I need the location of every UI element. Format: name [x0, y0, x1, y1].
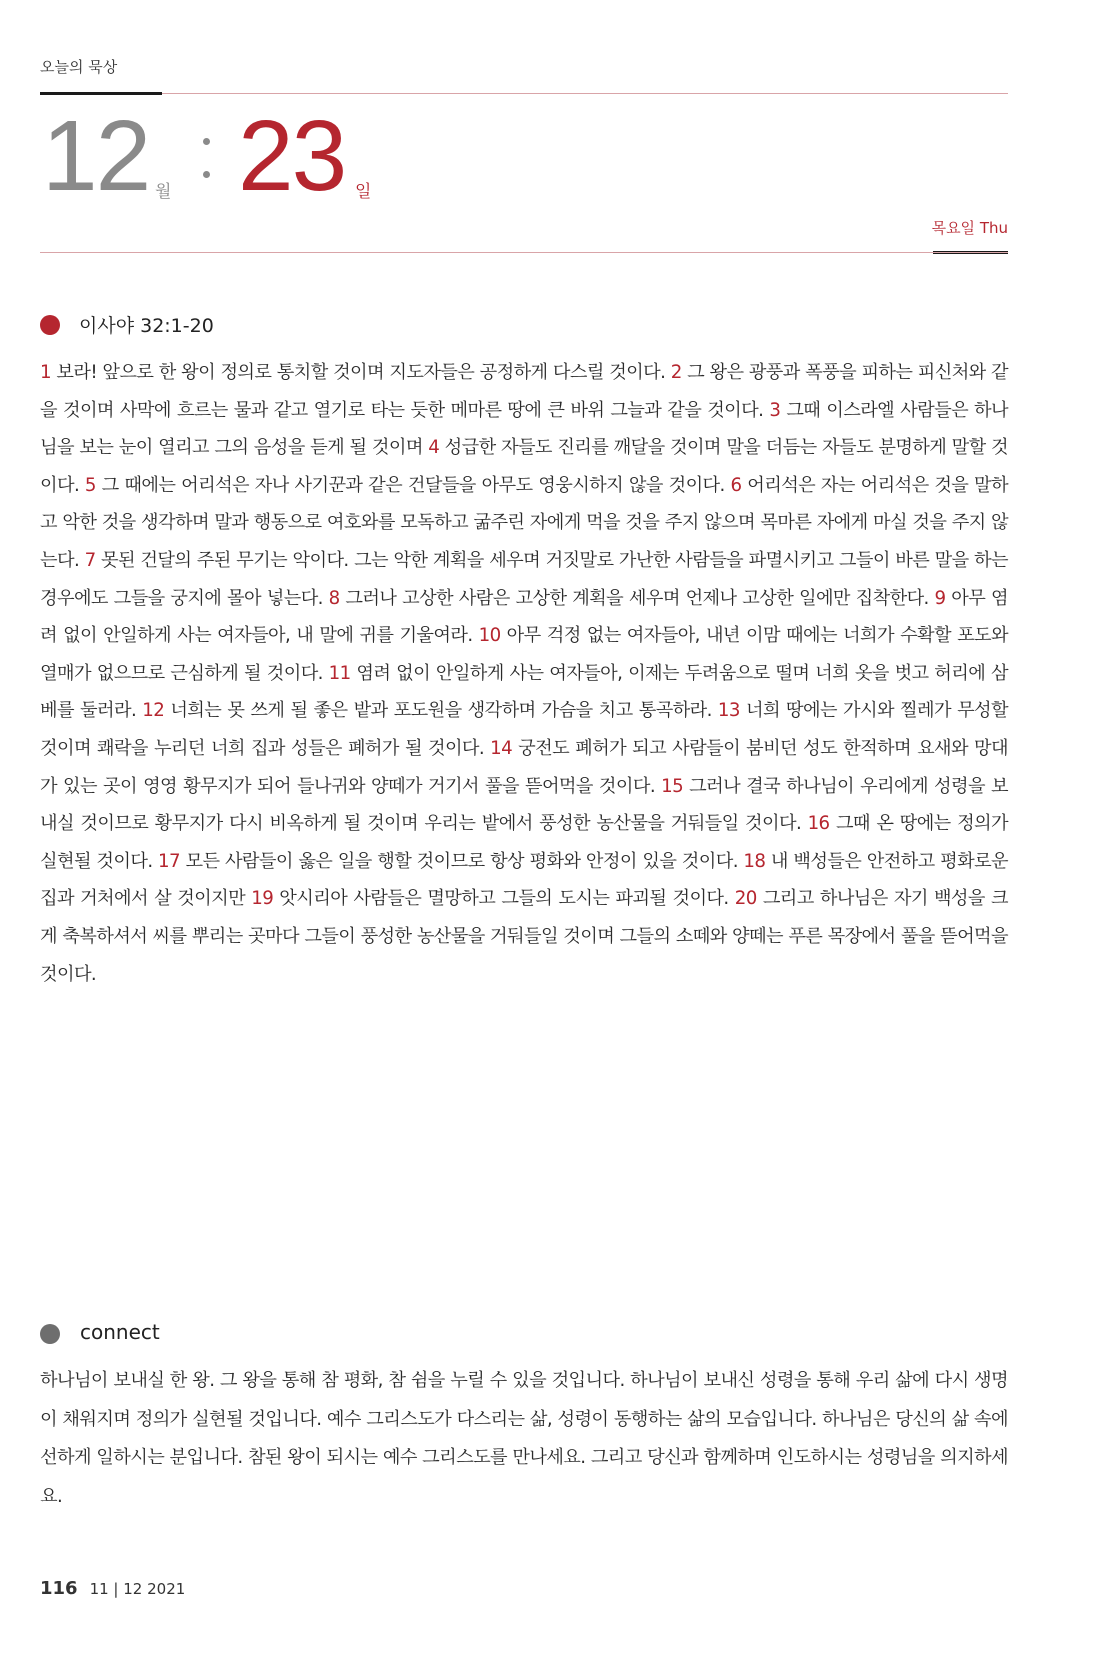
verse-number: 9: [934, 587, 946, 609]
verse-text: 그러나 결국 하나님이 우리에게 성령을 보내실 것이므로 황무지가 다시 비옥하게 될 것이며 우리는 밭에서 풍성한 농산물을 거둬들일 것이다.: [40, 775, 1008, 835]
verse-text: 그리고 하나님은 자기 백성을 크게 축복하셔서 씨를 뿌리는 곳마다 그들이 풍성한 농산물을 거둬들일 것이며 그들의 소떼와 양떼는 푸른 목장에서 풀을 뜯어먹을 것이다.: [40, 888, 1008, 985]
verse-text: 보라! 앞으로 한 왕이 정의로 통치할 것이며 지도자들은 공정하게 다스릴 것이다.: [50, 362, 671, 383]
date-divider: [40, 252, 1008, 253]
verse-text: 못된 건달의 주된 무기는 악이다. 그는 악한 계획을 세우며 거짓말로 가난한 사람들을 파멸시키고 그들이 바른 말을 하는 경우에도 그들을 궁지에 몰아 넣는다.: [40, 549, 1008, 609]
day-unit: 일: [355, 182, 372, 202]
verse-text: 어리석은 자는 어리석은 것을 말하고 악한 것을 생각하며 말과 행동으로 여호와를 모독하고 굶주린 자에게 먹을 것을 주지 않으며 목마른 자에게 마실 것을 주지 않는다.: [40, 474, 1008, 571]
verse-text: 아무 걱정 없는 여자들아, 내년 이맘 때에는 너희가 수확할 포도와 열매가 없으므로 근심하게 될 것이다.: [40, 625, 1008, 684]
verse-text: 성급한 자들도 진리를 깨달을 것이며 말을 더듬는 자들도 분명하게 말할 것이다.: [40, 437, 1008, 496]
page-number: 116: [40, 1578, 78, 1599]
verse-number: 11: [328, 662, 351, 684]
verse-number: 7: [84, 549, 96, 571]
verse-text: 내 백성들은 안전하고 평화로운 집과 거처에서 살 것이지만: [40, 850, 1009, 910]
verse-text: 그 때에는 어리석은 자나 사기꾼과 같은 건달들을 아무도 영웅시하지 않을 것이다.: [95, 474, 731, 496]
verse-text: 모든 사람들이 옳은 일을 행할 것이므로 항상 평화와 안정이 있을 것이다.: [179, 850, 744, 872]
verse-text: 아무 염려 없이 안일하게 사는 여자들아, 내 말에 귀를 기울여라.: [40, 587, 1008, 647]
verse-number: 3: [769, 399, 781, 421]
verse-text: 앗시리아 사람들은 멸망하고 그들의 도시는 파괴될 것이다.: [273, 888, 735, 910]
verse-text: 너희 땅에는 가시와 찔레가 무성할 것이며 쾌락을 누리던 너희 집과 성들은 폐허가 될 것이다.: [40, 700, 1008, 759]
verse-number: 12: [142, 700, 165, 722]
verse-number: 4: [428, 437, 440, 459]
verse-number: 5: [84, 474, 96, 496]
verse-number: 1: [40, 362, 51, 383]
verse-text: 염려 없이 안일하게 사는 여자들아, 이제는 두려움으로 떨며 너희 옷을 벗고 허리에 삼베를 둘러라.: [40, 662, 1008, 722]
verse-number: 14: [490, 737, 513, 759]
page-footer: [40, 1578, 185, 1599]
day-number: 23: [238, 100, 346, 212]
section-label: 오늘의 묵상: [40, 58, 118, 76]
header-divider: [40, 93, 1008, 94]
verse-number: 6: [730, 474, 742, 496]
scripture-text: [40, 354, 1008, 993]
verse-number: 15: [661, 775, 684, 797]
verse-number: 16: [807, 813, 830, 835]
verse-text: 그러나 고상한 사람은 고상한 계획을 세우며 언제나 고상한 일에만 집착한다.: [339, 587, 935, 609]
verse-number: 19: [251, 888, 274, 910]
passage-bullet-icon: [40, 315, 60, 335]
verse-number: 13: [717, 700, 740, 722]
connect-body: 하나님이 보내실 한 왕. 그 왕을 통해 참 평화, 참 쉼을 누릴 수 있을 것입니다. 하나님이 보내신 성령을 통해 우리 삶에 다시 생명이 채워지며 정의가 실현될 것입니다. 예수 그리스도가 다스리는 삶, 성령이 동행하는 삶의 모습입니다. 하나님은 당신의 삶 속에 선하게 일하시는 분입니다. 참된 왕이 되시는 예수 그리스도를 만나세요. 그리고 당신과 함께하며 인도하시는 성령님을 의지하세요.: [40, 1370, 1008, 1507]
month-unit: 월: [155, 182, 172, 202]
issue-label: 11 | 12 2021: [89, 1580, 186, 1598]
month-number: 12: [42, 100, 150, 212]
connect-bullet-icon: [40, 1324, 60, 1344]
verse-number: 17: [158, 850, 180, 872]
passage-reference: 이사야 32:1-20: [79, 315, 214, 337]
verse-text: 그때 이스라엘 사람들은 하나님을 보는 눈이 열리고 그의 음성을 듣게 될 것이며: [40, 399, 1008, 459]
verse-text: 그 왕은 광풍과 폭풍을 피하는 피신처와 같을 것이며 사막에 흐르는 물과 같고 열기로 타는 듯한 메마른 땅에 큰 바위 그늘과 같을 것이다.: [40, 362, 1009, 421]
header-accent-bar: [40, 92, 162, 95]
connect-title: connect: [80, 1320, 160, 1344]
verse-text: 그때 온 땅에는 정의가 실현될 것이다.: [40, 813, 1008, 872]
verse-number: 2: [670, 362, 682, 383]
verse-number: 8: [328, 587, 340, 609]
verse-number: 10: [478, 625, 501, 647]
date-separator: [203, 138, 211, 204]
verse-text: 너희는 못 쓰게 될 좋은 밭과 포도원을 생각하며 가슴을 치고 통곡하라.: [164, 700, 718, 722]
verse-number: 20: [734, 888, 757, 910]
verse-number: 18: [743, 850, 766, 872]
weekday-label: 목요일 Thu: [931, 219, 1008, 237]
verse-text: 궁전도 폐허가 되고 사람들이 붐비던 성도 한적하며 요새와 망대가 있는 곳이 영영 황무지가 되어 들나귀와 양떼가 거기서 풀을 뜯어먹을 것이다.: [40, 737, 1008, 797]
